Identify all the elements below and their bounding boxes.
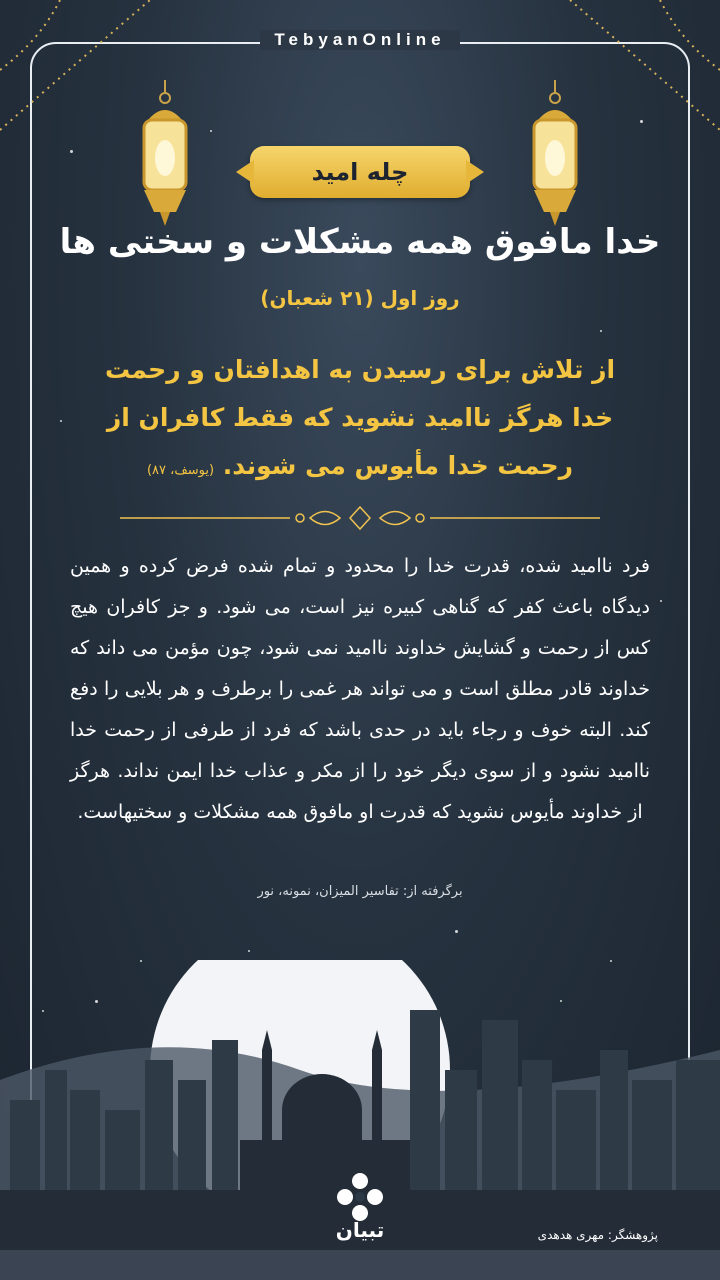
series-badge-label: چله امید bbox=[311, 158, 409, 186]
quote-line-1: از تلاش برای رسیدن به اهدافتان و رحمت bbox=[104, 355, 616, 384]
quote-line-2: خدا هرگز ناامید نشوید که فقط کافران از bbox=[106, 403, 614, 432]
quote-line-3 bbox=[100, 442, 620, 495]
ornament-divider bbox=[120, 505, 600, 531]
series-badge bbox=[250, 146, 470, 198]
logo-wordmark: تبیان bbox=[335, 1218, 385, 1242]
researcher-credit: پژوهشگر: مهری هدهدی bbox=[537, 1228, 658, 1242]
quote-reference: (یوسف، ۸۷) bbox=[146, 463, 215, 478]
highlight-quote bbox=[100, 346, 620, 495]
page-title: خدا مافوق همه مشکلات و سختی ها bbox=[59, 222, 661, 262]
body-paragraph: فرد ناامید شده، قدرت خدا را محدود و تمام شده فرض کرده و همین دیدگاه باعث کفر که گناهی کبیره نیز است، می شود. و جز کافران هیچ کس از رحمت و گشایش خداوند ناامید نمی شود، چون مؤمن می داند که خداوند قادر مطلق است و می تواند هر غمی را برطرف و هر بلایی را دفع کند. البته خوف و رجاء باید در حدی باشد که فرد از طرفی از رحمت خدا ناامید نشود و از سوی دیگر خود را از مکر و عذاب خدا ایمن نداند. هرگز از خداوند مأیوس نشوید که قدرت او مافوق همه مشکلات و سختیهاست. bbox=[70, 555, 650, 823]
day-subtitle: روز اول (۲۱ شعبان) bbox=[260, 286, 460, 310]
lantern-icon bbox=[520, 80, 590, 230]
brand-name: TebyanOnline bbox=[260, 30, 459, 50]
lantern-icon bbox=[130, 80, 200, 230]
quote-line-3-text: رحمت خدا مأیوس می شوند. bbox=[222, 451, 574, 480]
source-credit: برگرفته از: تفاسیر المیزان، نمونه، نور bbox=[257, 884, 463, 899]
